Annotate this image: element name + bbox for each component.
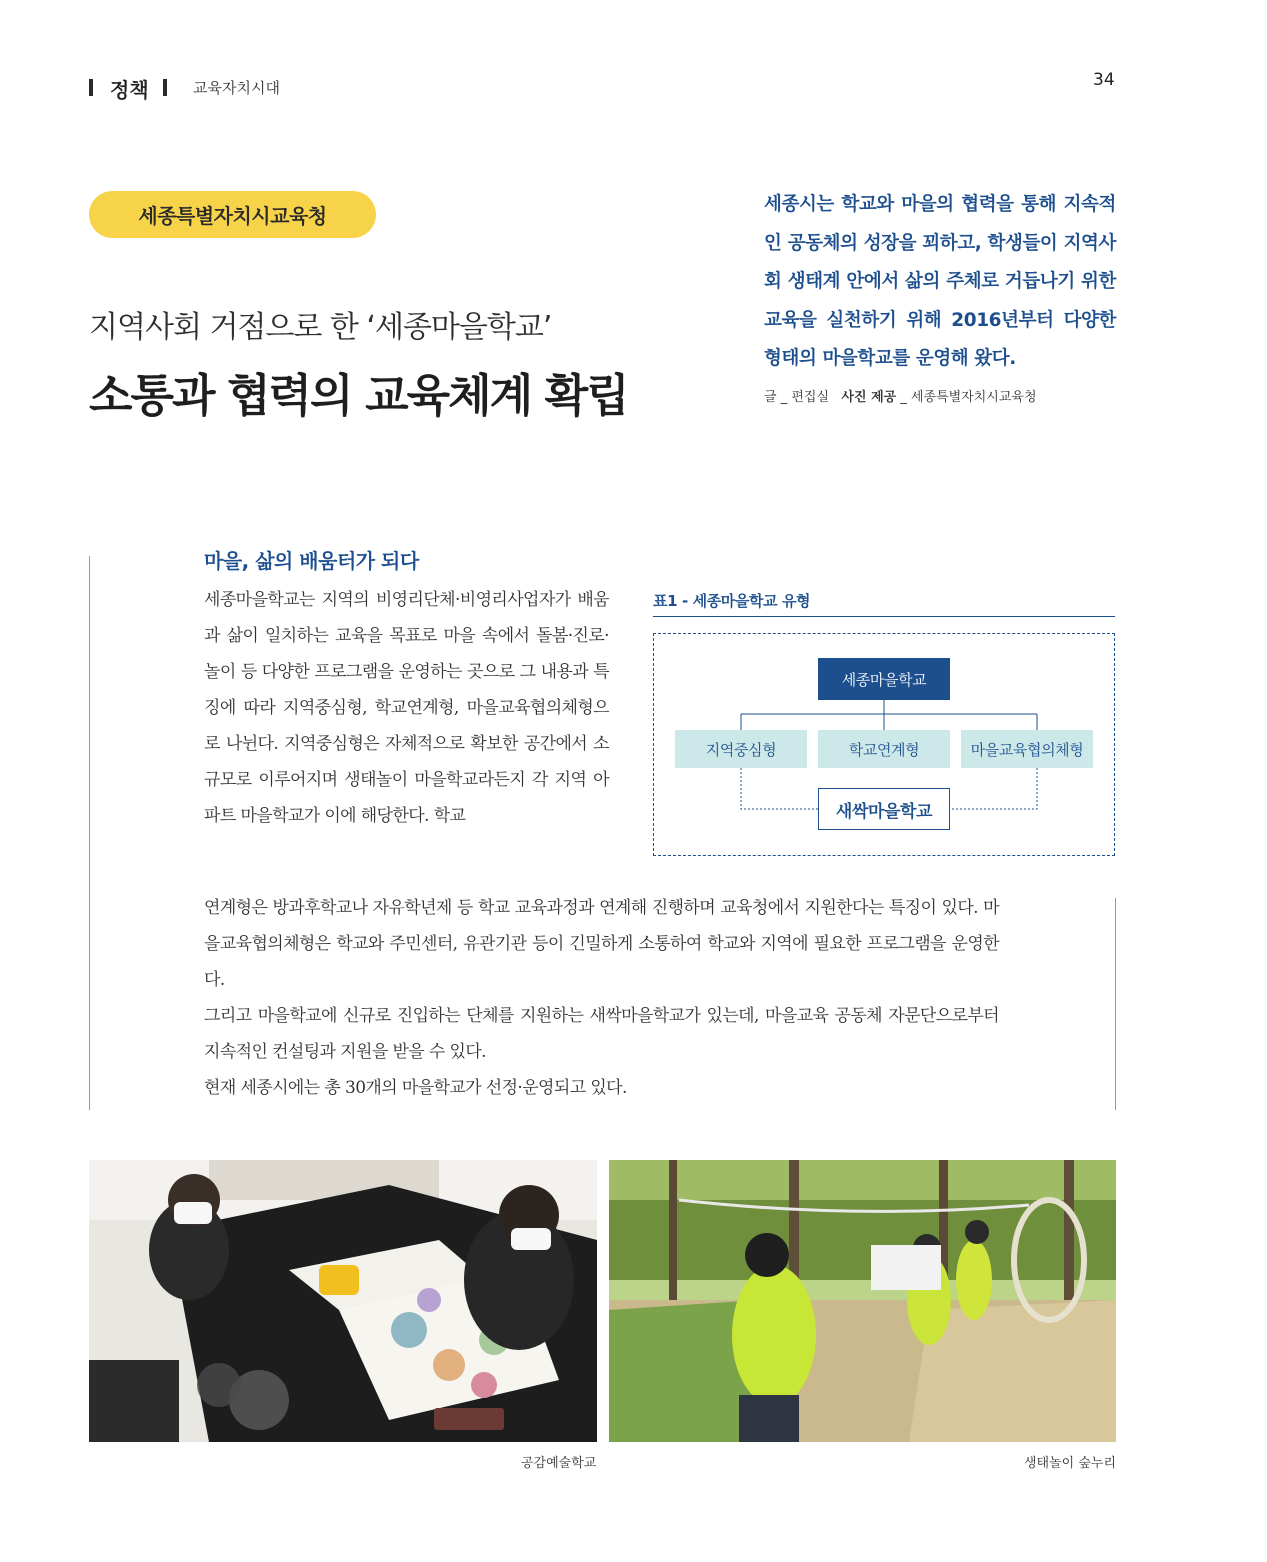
table-caption: 표1 - 세종마을학교 유형 xyxy=(653,592,811,610)
table-caption-rule xyxy=(653,616,1115,617)
body-paragraph-3: 그리고 마을학교에 신규로 진입하는 단체를 지원하는 새싹마을학교가 있는데, 마을교육 공동체 자문단으로부터 지속적인 컨설팅과 지원을 받을 수 있다. xyxy=(204,1006,999,1062)
byline-photo-label: 사진 제공 xyxy=(841,390,897,405)
photo-art-class xyxy=(89,1160,597,1442)
byline-writer: 편집실 xyxy=(791,390,830,405)
diagram-node-type-3: 마을교육협의체형 xyxy=(961,730,1093,768)
diagram-node-type-2: 학교연계형 xyxy=(818,730,950,768)
byline-writer-label: 글 xyxy=(764,390,777,405)
byline-photo-credit: 세종특별자치시교육청 xyxy=(910,390,1037,405)
article-lede: 세종시는 학교와 마을의 협력을 통해 지속적인 공동체의 성장을 꾀하고, 학생들이 지역사회 생태계 안에서 삶의 주체로 거듭나기 위한 교육을 실천하기 위해 2016년부터 다양한 형태의 마을학교를 운영해 왔다. xyxy=(764,194,1116,369)
body-paragraph-2: 연계형은 방과후학교나 자유학년제 등 학교 교육과정과 연계해 진행하며 교육청에서 지원한다는 특징이 있다. 마을교육협의체형은 학교와 주민센터, 유관기관 등이 긴밀하게 소통하여 학교와 지역에 필요한 프로그램을 운영한다. xyxy=(204,898,999,990)
left-margin-rule xyxy=(89,556,90,1110)
section-label: 정책 xyxy=(110,78,149,102)
photo-caption-1: 공감예술학교 xyxy=(521,1456,597,1471)
photo-caption-2: 생태놀이 숲누리 xyxy=(1024,1456,1117,1471)
page-number: 34 xyxy=(1093,70,1115,90)
right-margin-rule xyxy=(1115,898,1116,1110)
organization-badge: 세종특별자치시교육청 xyxy=(89,191,376,238)
article-title: 소통과 협력의 교육체계 확립 xyxy=(89,369,628,422)
school-type-diagram xyxy=(653,633,1115,856)
photo-forest-play xyxy=(609,1160,1116,1442)
diagram-node-new-school: 새싹마을학교 xyxy=(818,788,950,830)
body-continued xyxy=(204,890,999,1106)
article-subtitle: 지역사회 거점으로 한 ‘세종마을학교’ xyxy=(89,310,552,345)
body-paragraph-4: 현재 세종시에는 총 30개의 마을학교가 선정·운영되고 있다. xyxy=(204,1078,627,1098)
header-bar-divider xyxy=(163,79,167,96)
diagram-node-root: 세종마을학교 xyxy=(818,658,950,700)
byline: 글 _ 편집실 사진 제공 _ 세종특별자치시교육청 xyxy=(764,390,1037,405)
header-bar-left xyxy=(89,79,93,96)
section-heading: 마을, 삶의 배움터가 되다 xyxy=(204,549,419,573)
subsection-label: 교육자치시대 xyxy=(193,79,280,97)
body-paragraph-1: 세종마을학교는 지역의 비영리단체·비영리사업자가 배움과 삶이 일치하는 교육을 목표로 마을 속에서 돌봄·진로·놀이 등 다양한 프로그램을 운영하는 곳으로 그 내용과 특징에 따라 지역중심형, 학교연계형, 마을교육협의체형으로 나뉜다. 지역중심형은 자체적으로 확보한 공간에서 소규모로 이루어지며 생태놀이 마을학교라든지 각 지역 아파트 마을학교가 이에 해당한다. 학교 xyxy=(204,590,609,826)
diagram-node-type-1: 지역중심형 xyxy=(675,730,807,768)
